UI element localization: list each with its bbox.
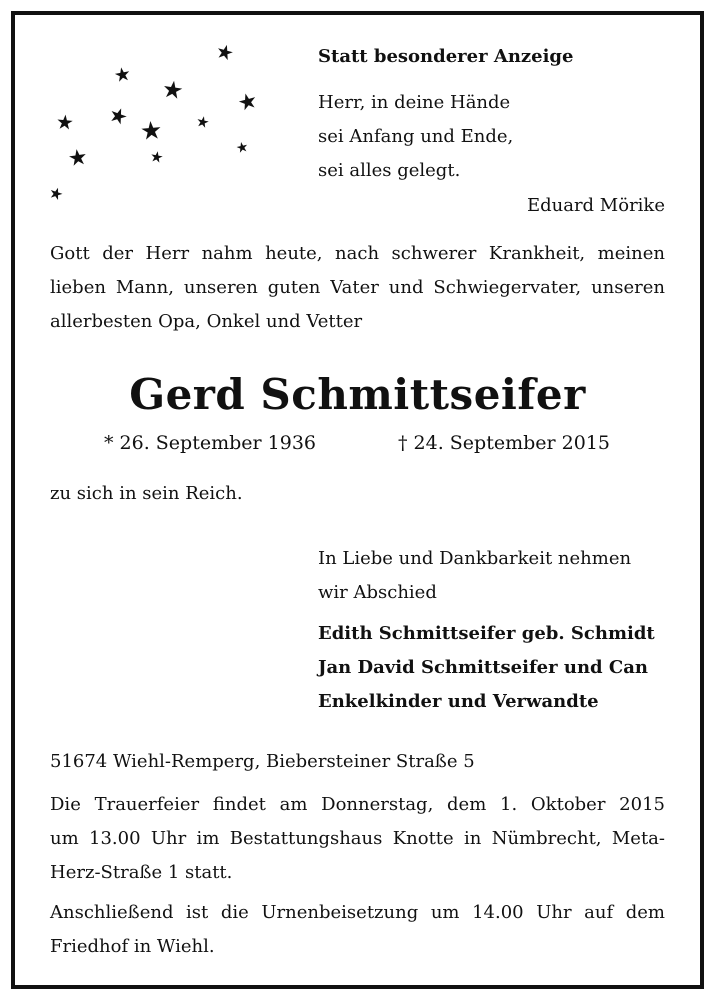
star-icon: ★: [54, 109, 75, 135]
star-icon: ★: [213, 38, 237, 66]
ceremony-line: Herz-Straße 1 statt.: [50, 862, 233, 883]
intro-line: allerbesten Opa, Onkel und Vetter: [50, 311, 363, 332]
stars-icon: [40, 38, 280, 218]
ceremony-line: um 13.00 Uhr im Bestattungshaus Knotte in Nümbrecht, Meta-: [50, 828, 665, 849]
poem-line: Herr, in deine Hände: [318, 92, 511, 113]
star-icon: ★: [66, 144, 90, 173]
ceremony-line: Die Trauerfeier findet am Donnerstag, dem 1. Oktober 2015: [50, 794, 665, 815]
star-icon: ★: [105, 101, 132, 131]
address: 51674 Wiehl-Remperg, Biebersteiner Straße 5: [50, 751, 475, 772]
poem-line: sei Anfang und Ende,: [318, 126, 514, 147]
intro-line: Gott der Herr nahm heute, nach schwerer Krankheit, meinen: [50, 243, 665, 264]
burial-line: Anschließend ist die Urnenbeisetzung um 14.00 Uhr auf dem: [50, 902, 665, 923]
star-icon: ★: [112, 62, 133, 88]
star-icon: ★: [138, 115, 164, 146]
burial-line: Friedhof in Wiehl.: [50, 936, 215, 957]
star-icon: ★: [148, 146, 165, 168]
mourner-name: Edith Schmittseifer geb. Schmidt: [318, 623, 655, 644]
closing-phrase: zu sich in sein Reich.: [50, 483, 243, 504]
notice-label: Statt besonderer Anzeige: [318, 46, 574, 67]
intro-line: lieben Mann, unseren guten Vater und Schwiegervater, unseren: [50, 277, 665, 298]
deceased-name: Gerd Schmittseifer: [129, 370, 586, 419]
birth-date: * 26. September 1936: [104, 432, 316, 454]
poem-line: sei alles gelegt.: [318, 160, 461, 181]
mourner-name: Jan David Schmittseifer und Can: [318, 657, 648, 678]
poem-author: Eduard Mörike: [526, 195, 665, 216]
star-icon: ★: [234, 138, 251, 158]
death-date: † 24. September 2015: [398, 432, 610, 454]
farewell-line: In Liebe und Dankbarkeit nehmen: [318, 548, 632, 569]
mourner-name: Enkelkinder und Verwandte: [318, 691, 599, 712]
star-icon: ★: [194, 111, 212, 133]
farewell-line: wir Abschied: [318, 582, 437, 603]
star-icon: ★: [46, 182, 66, 205]
star-icon: ★: [160, 74, 186, 106]
star-icon: ★: [235, 87, 261, 118]
